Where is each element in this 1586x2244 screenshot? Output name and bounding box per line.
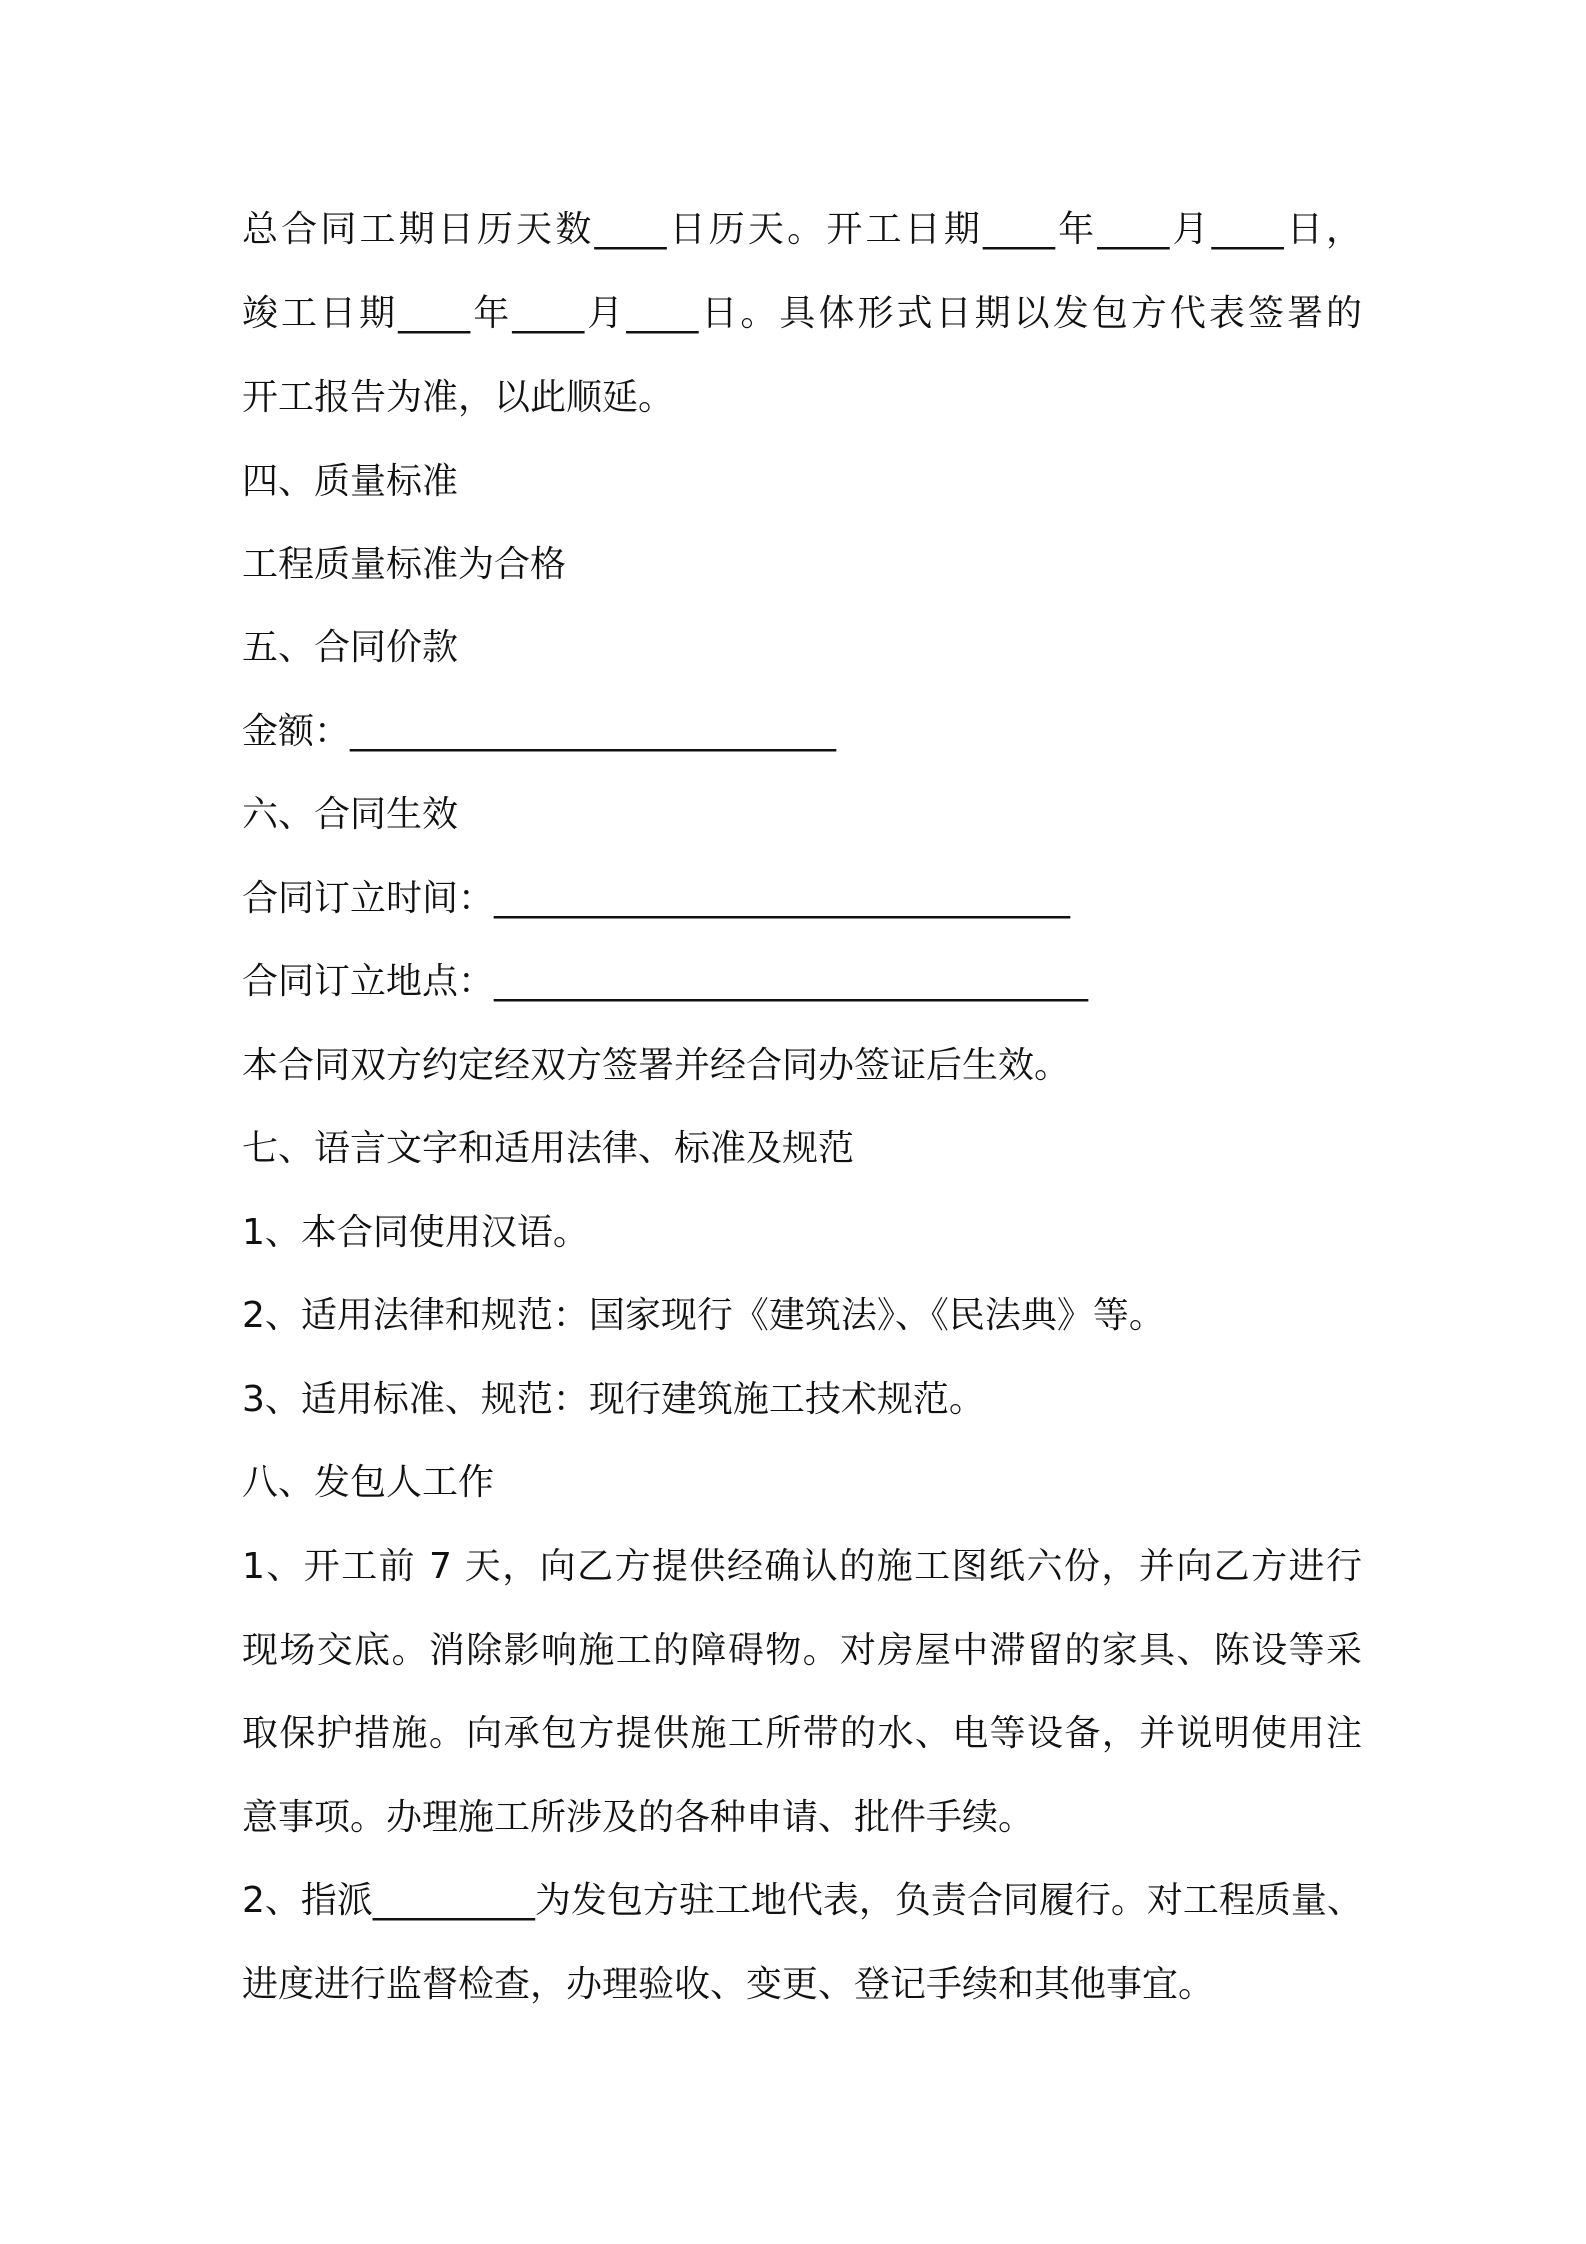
paragraph-line: 开工报告为准，以此顺延。 xyxy=(242,377,675,418)
amount-field-line: 金额：___________________________ xyxy=(242,711,837,752)
list-item: 2、适用法律和规范：国家现行《建筑法》、《民法典》等。 xyxy=(242,1295,1165,1336)
list-item: 2、指派_________为发包方驻工地代表，负责合同履行。对工程质量、 xyxy=(242,1880,1363,1921)
paragraph-line: 本合同双方约定经双方签署并经合同办签证后生效。 xyxy=(242,1045,1071,1086)
list-item: 3、适用标准、规范：现行建筑施工技术规范。 xyxy=(242,1379,985,1420)
list-item: 1、本合同使用汉语。 xyxy=(242,1212,589,1253)
paragraph-line: 总合同工期日历天数____日历天。开工日期____年____月____日， xyxy=(242,209,1362,250)
signing-time-line: 合同订立时间：________________________________ xyxy=(242,878,1071,919)
paragraph-line: 进度进行监督检查，办理验收、变更、登记手续和其他事宜。 xyxy=(242,1964,1215,2005)
section-heading: 八、发包人工作 xyxy=(242,1462,495,1503)
signing-place-line: 合同订立地点：_________________________________ xyxy=(242,961,1089,1002)
section-heading: 四、质量标准 xyxy=(242,461,459,502)
paragraph-line: 取保护措施。向承包方提供施工所带的水、电等设备，并说明使用注 xyxy=(242,1713,1362,1754)
paragraph-line: 现场交底。消除影响施工的障碍物。对房屋中滞留的家具、陈设等采 xyxy=(242,1630,1362,1671)
paragraph-line: 工程质量标准为合格 xyxy=(242,544,567,585)
section-heading: 六、合同生效 xyxy=(242,794,459,835)
list-item: 1、开工前 7 天，向乙方提供经确认的施工图纸六份，并向乙方进行 xyxy=(242,1546,1362,1587)
paragraph-line: 竣工日期____年____月____日。具体形式日期以发包方代表签署的 xyxy=(242,293,1362,334)
paragraph-line: 意事项。办理施工所涉及的各种申请、批件手续。 xyxy=(242,1797,1035,1838)
section-heading: 五、合同价款 xyxy=(242,627,459,668)
section-heading: 七、语言文字和适用法律、标准及规范 xyxy=(242,1128,855,1169)
